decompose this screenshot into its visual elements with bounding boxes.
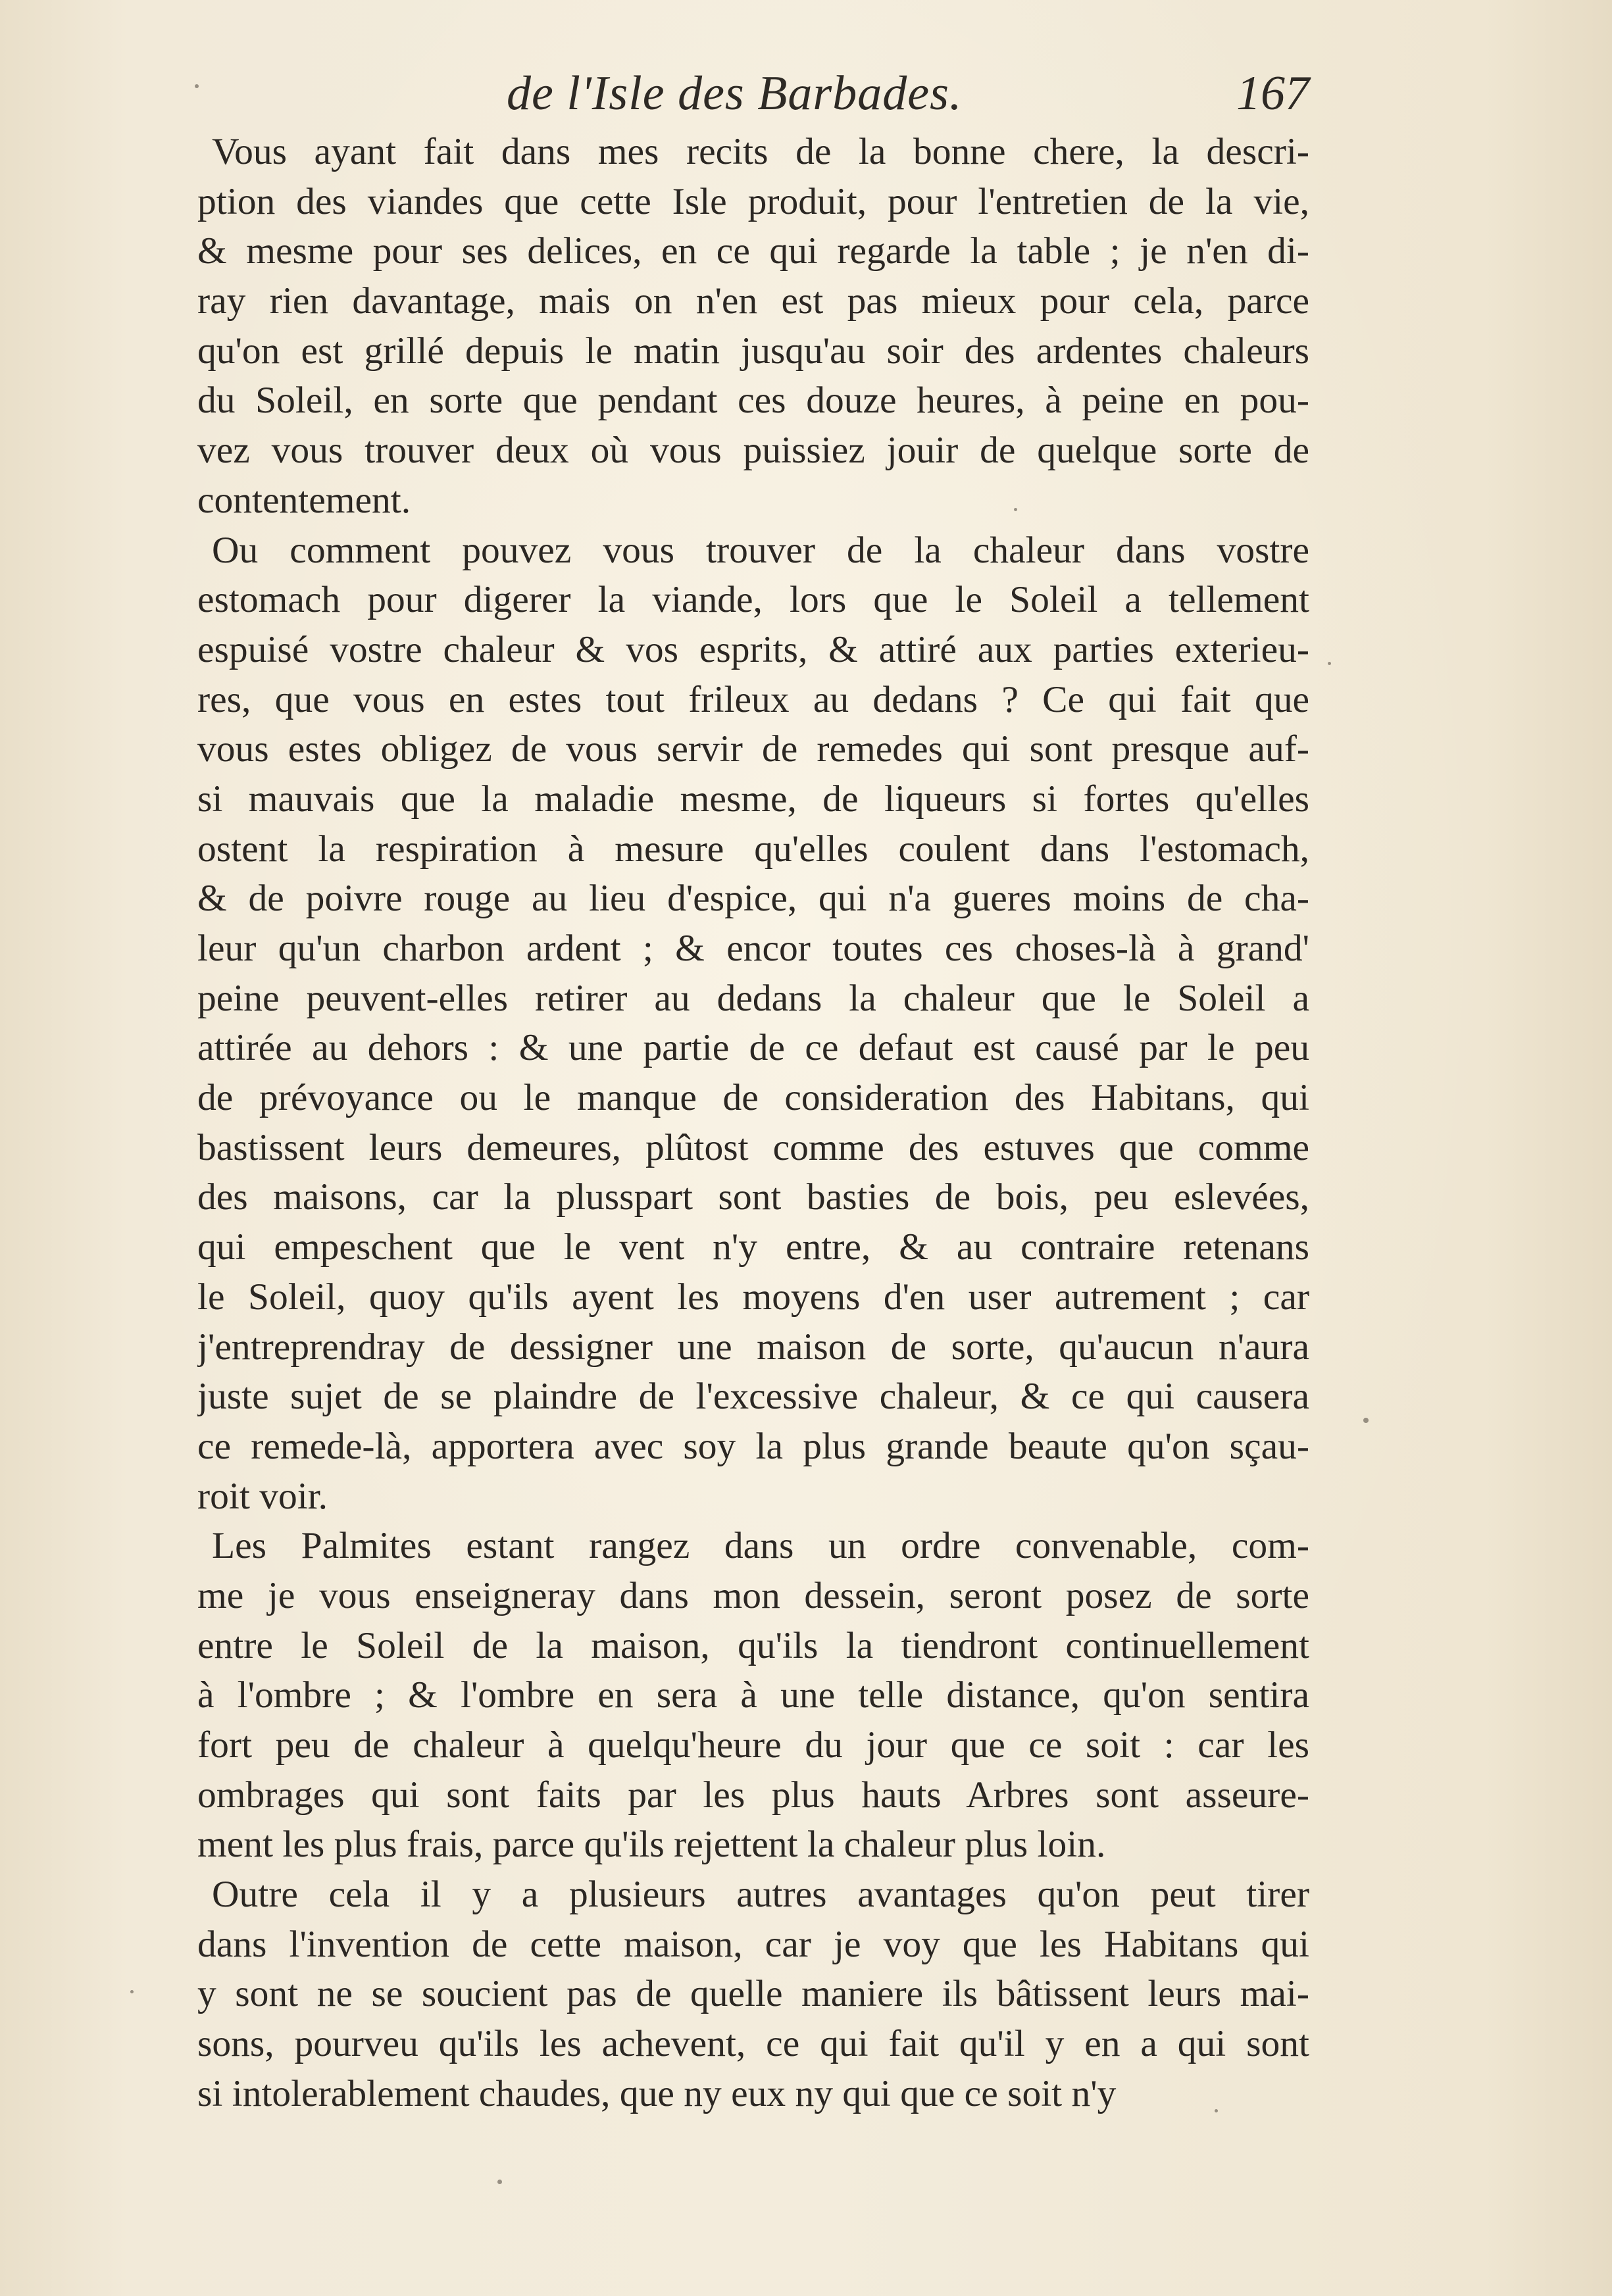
text-line: Les Palmites estant rangez dans un ordre convenable, com- <box>212 1525 1309 1567</box>
text-line: si intolerablement chaudes, que ny eux ny qui que ce soit n'y <box>197 2072 1117 2114</box>
ink-speck <box>130 1990 134 1993</box>
text-line: qui empeschent que le vent n'y entre, & au contraire retenans <box>197 1226 1309 1268</box>
text-line: du Soleil, en sorte que pendant ces douze heures, à peine en pou- <box>197 380 1309 422</box>
ink-speck <box>195 84 199 88</box>
text-line: bastissent leurs demeures, plûtost comme des estuves que comme <box>197 1126 1309 1168</box>
text-line: des maisons, car la plusspart sont basties de bois, peu eslevées, <box>197 1176 1309 1218</box>
body-text <box>197 127 1309 2119</box>
text-line: y sont ne se soucient pas de quelle maniere ils bâtissent leurs mai- <box>197 1973 1309 2015</box>
text-line: sons, pourveu qu'ils les achevent, ce qui fait qu'il y en a qui sont <box>197 2023 1309 2065</box>
text-line: ment les plus frais, parce qu'ils rejettent la chaleur plus loin. <box>197 1824 1106 1866</box>
text-line: Outre cela il y a plusieurs autres avantages qu'on peut tirer <box>212 1874 1309 1916</box>
text-line: Ou comment pouvez vous trouver de la chaleur dans vostre <box>212 529 1309 571</box>
page-number: 167 <box>1236 66 1309 120</box>
text-line: attirée au dehors : & une partie de ce defaut est causé par le peu <box>197 1027 1309 1069</box>
text-line: fort peu de chaleur à quelqu'heure du jour que ce soit : car les <box>197 1724 1309 1766</box>
text-line: j'entreprendray de dessigner une maison de sorte, qu'aucun n'aura <box>197 1326 1309 1368</box>
text-line: de prévoyance ou le manque de consideration des Habitans, qui <box>197 1077 1309 1119</box>
text-line: leur qu'un charbon ardent ; & encor toutes ces choses-là à grand' <box>197 928 1309 969</box>
text-line: roit voir. <box>197 1475 328 1517</box>
text-line: estomach pour digerer la viande, lors que le Soleil a tellement <box>197 579 1309 621</box>
text-line: ce remede-là, apportera avec soy la plus grande beaute qu'on sçau- <box>197 1425 1309 1467</box>
page-header <box>197 66 1309 125</box>
text-line: & de poivre rouge au lieu d'espice, qui n'a gueres moins de cha- <box>197 878 1309 920</box>
text-line: ption des viandes que cette Isle produit, pour l'entretien de la vie, <box>197 180 1309 222</box>
text-line: vous estes obligez de vous servir de remedes qui sont presque auf- <box>197 728 1309 770</box>
text-line: juste sujet de se plaindre de l'excessive chaleur, & ce qui causera <box>197 1376 1309 1418</box>
text-line: ray rien davantage, mais on n'en est pas mieux pour cela, parce <box>197 280 1309 322</box>
text-line: qu'on est grillé depuis le matin jusqu'au soir des ardentes chaleurs <box>197 330 1309 372</box>
text-line: espuisé vostre chaleur & vos esprits, & attiré aux parties exterieu- <box>197 628 1309 670</box>
ink-speck <box>1363 1418 1369 1423</box>
ink-speck <box>1215 2109 1218 2112</box>
text-line: ostent la respiration à mesure qu'elles coulent dans l'estomach, <box>197 828 1309 870</box>
text-line: vez vous trouver deux où vous puissiez jouir de quelque sorte de <box>197 430 1309 472</box>
text-line: contentement. <box>197 479 411 521</box>
text-line: & mesme pour ses delices, en ce qui regarde la table ; je n'en di- <box>197 230 1309 272</box>
text-line: entre le Soleil de la maison, qu'ils la tiendront continuellement <box>197 1624 1309 1666</box>
text-line: dans l'invention de cette maison, car je voy que les Habitans qui <box>197 1923 1309 1965</box>
text-line: le Soleil, quoy qu'ils ayent les moyens d'en user autrement ; car <box>197 1276 1309 1318</box>
text-line: me je vous enseigneray dans mon dessein, seront posez de sorte <box>197 1574 1309 1616</box>
running-title: de l'Isle des Barbades. <box>507 66 963 120</box>
text-line: peine peuvent-elles retirer au dedans la chaleur que le Soleil a <box>197 977 1309 1019</box>
text-line: res, que vous en estes tout frileux au dedans ? Ce qui fait que <box>197 678 1309 720</box>
text-line: Vous ayant fait dans mes recits de la bonne chere, la descri- <box>212 131 1309 172</box>
text-line: ombrages qui sont faits par les plus hauts Arbres sont asseure- <box>197 1774 1309 1816</box>
ink-speck <box>1014 508 1017 511</box>
ink-speck <box>497 2180 502 2184</box>
text-line: si mauvais que la maladie mesme, de liqueurs si fortes qu'elles <box>197 778 1309 820</box>
text-line: à l'ombre ; & l'ombre en sera à une telle distance, qu'on sentira <box>197 1674 1309 1716</box>
ink-speck <box>1328 662 1331 665</box>
